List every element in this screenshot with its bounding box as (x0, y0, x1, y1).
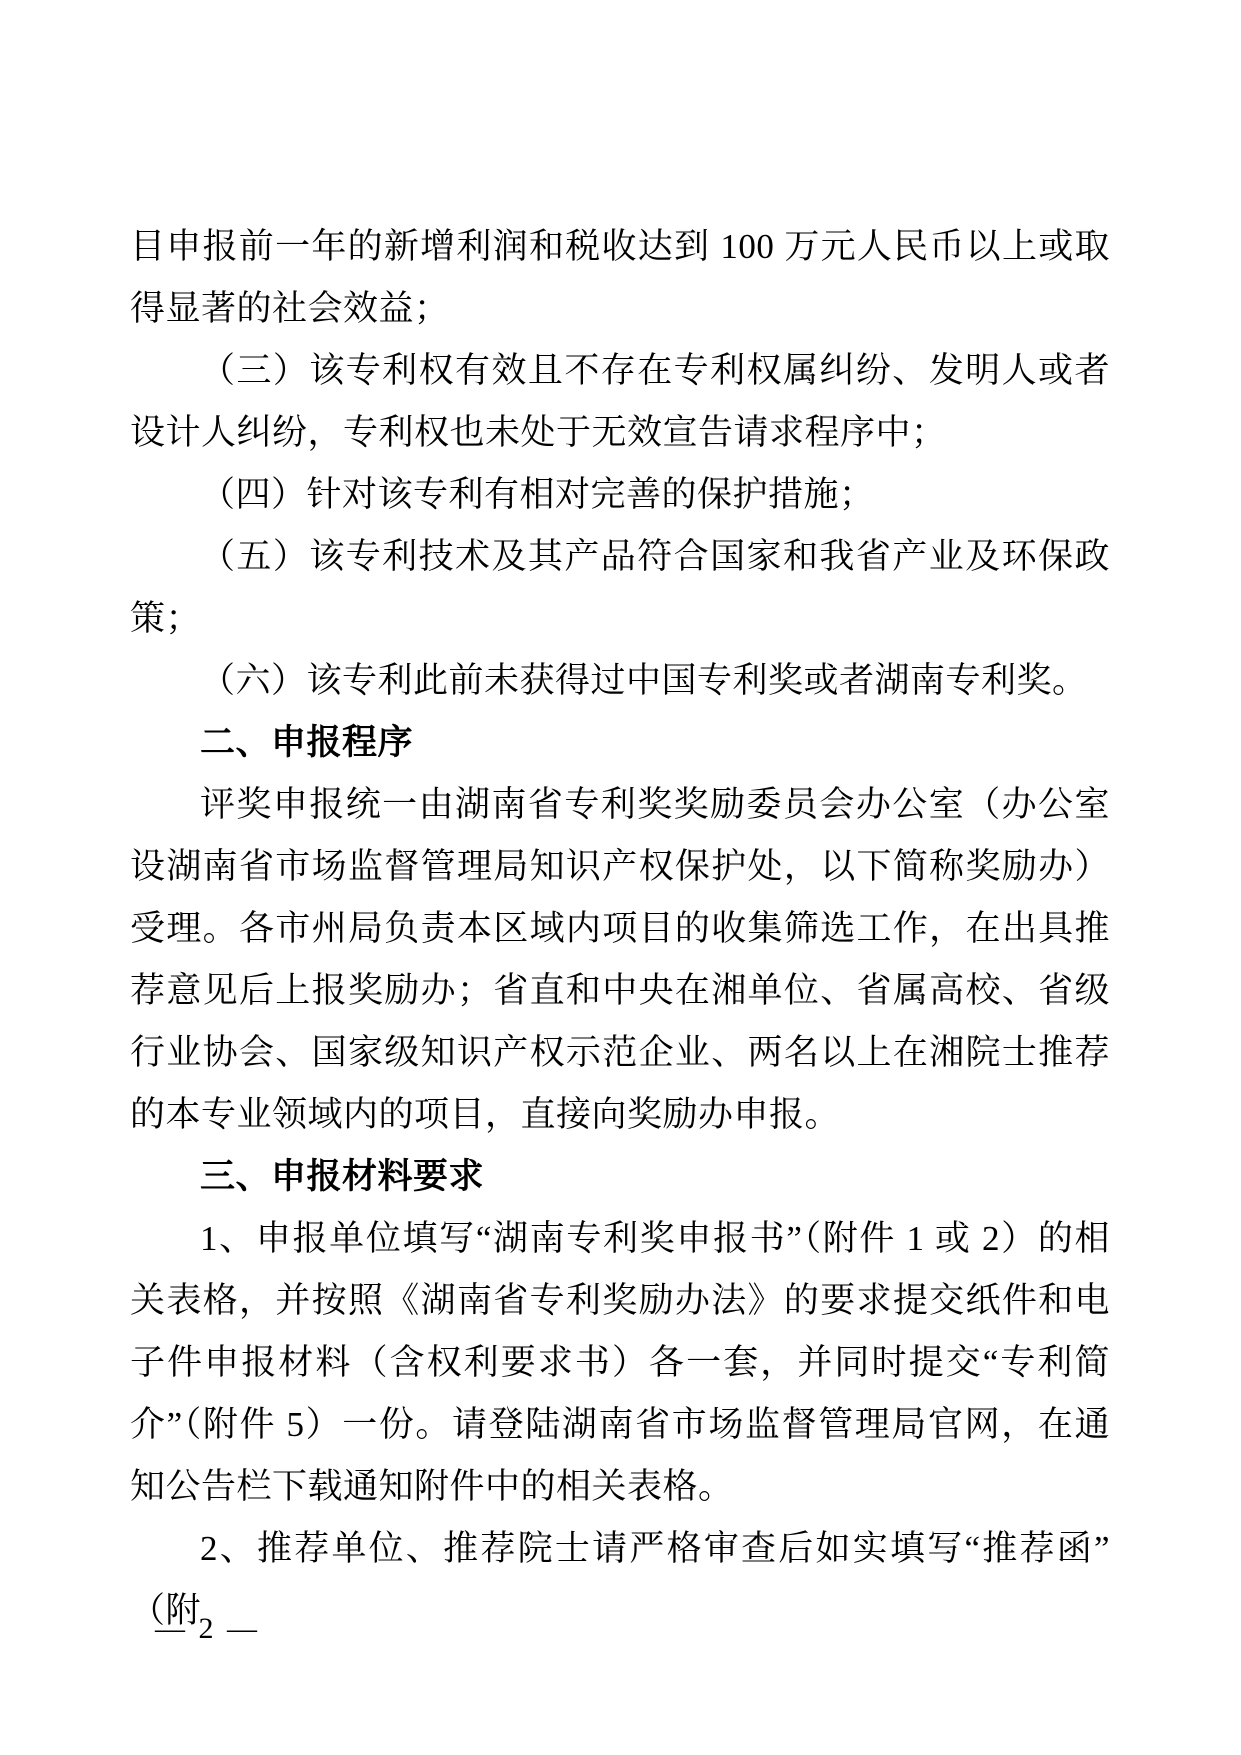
document-body (130, 216, 1110, 1642)
continued-paragraph: 目申报前一年的新增利润和税收达到 100 万元人民币以上或取得显著的社会效益； (130, 227, 1110, 328)
condition-item-3: （三）该专利权有效且不存在专利权属纠纷、发明人或者设计人纠纷，专利权也未处于无效宣告请求程序中； (130, 351, 1110, 452)
section-3-heading: 三、申报材料要求 (200, 1157, 485, 1196)
material-item-2: 2、推荐单位、推荐院士请严格审查后如实填写“推荐函”（附 (130, 1529, 1110, 1630)
page-number: — 2 — (155, 1612, 260, 1645)
condition-item-4: （四）针对该专利有相对完善的保护措施； (200, 475, 875, 514)
condition-item-6: （六）该专利此前未获得过中国专利奖或者湖南专利奖。 (200, 661, 1088, 700)
material-item-1: 1、申报单位填写“湖南专利奖申报书”（附件 1 或 2）的相关表格，并按照《湖南省专利奖励办法》的要求提交纸件和电子件申报材料（含权利要求书）各一套，并同时提交“专利简介”（附件 5）一份。请登陆湖南省市场监督管理局官网，在通知公告栏下载通知附件中的相关表格。 (130, 1219, 1110, 1506)
section-2-heading: 二、申报程序 (200, 723, 414, 762)
condition-item-5: （五）该专利技术及其产品符合国家和我省产业及环保政策； (130, 537, 1110, 638)
section-2-paragraph: 评奖申报统一由湖南省专利奖奖励委员会办公室（办公室设湖南省市场监督管理局知识产权保护处，以下简称奖励办）受理。各市州局负责本区域内项目的收集筛选工作，在出具推荐意见后上报奖励办；省直和中央在湘单位、省属高校、省级行业协会、国家级知识产权示范企业、两名以上在湘院士推荐的本专业领域内的项目，直接向奖励办申报。 (130, 785, 1110, 1134)
